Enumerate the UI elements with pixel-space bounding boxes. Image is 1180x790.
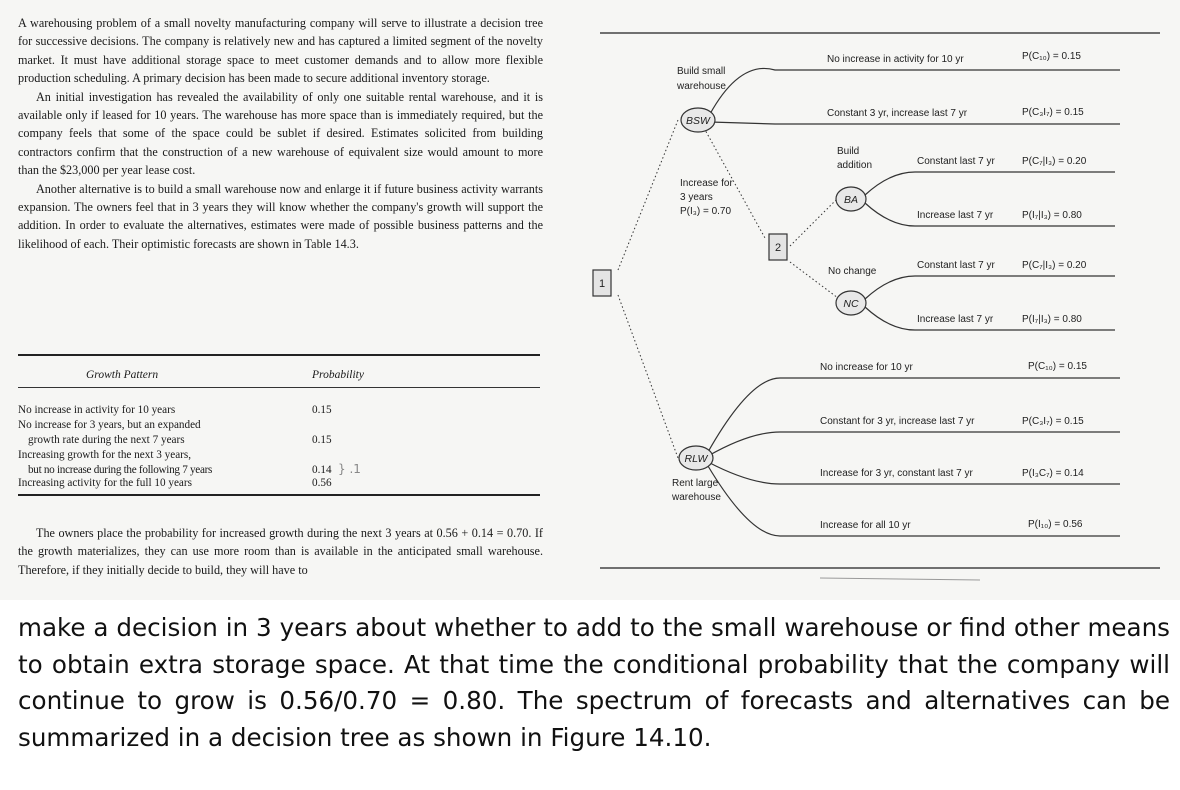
- chance-node-nc-label: NC: [843, 298, 859, 310]
- label-build-addition-2: addition: [837, 160, 873, 171]
- table-cell-prob: 0.15: [312, 404, 332, 416]
- branch-to-rlw: [618, 295, 678, 458]
- figure-scan-line: [820, 578, 980, 580]
- rlw-branch-prob: P(I₁₀) = 0.56: [1028, 519, 1083, 530]
- decision-node-1-label: 1: [598, 278, 606, 290]
- label-build-small-1: Build small: [677, 66, 726, 77]
- ba-branch-label: Increase last 7 yr: [917, 210, 994, 221]
- rlw-branch-prob: P(I₃C₇) = 0.14: [1022, 468, 1084, 479]
- header-growth-pattern: Growth Pattern: [86, 368, 159, 381]
- rlw-branch-line: [708, 378, 1120, 452]
- label-increase-3yr-1: Increase for: [680, 178, 733, 189]
- bsw-branch-prob: P(C₃I₇) = 0.15: [1022, 107, 1084, 118]
- left-column-text: [18, 14, 543, 253]
- paragraph-1: A warehousing problem of a small novelty manufacturing company will serve to illustrate a decision tree for successive decisions. The company is relatively new and has captured a limited segment of the novelty market. It must have additional storage space to meet customer demands and to allow more flexible production scheduling. A primary decision has been made to secure additional inventory storage.: [18, 16, 543, 86]
- label-build-small-2: warehouse: [677, 81, 726, 92]
- paragraph-3: Another alternative is to build a small warehouse now and enlarge it if future business activity warrants expansion. The owners feel that in 3 years they will know whether the company's growth will support the addition. In order to evaluate the alternatives, estimates were made of possible business patterns and the likelihood of each. Their optimistic forecasts are shown in Table 14.3.: [18, 181, 543, 251]
- bottom-paragraph-text: make a decision in 3 years about whether to add to the small warehouse or find other means to obtain extra storage space. At that time the conditional probability that the company will continue to grow is 0.56/0.70 = 0.80. The spectrum of forecasts and alternatives can be summarized in a decision tree as shown in Figure 14.10.: [18, 613, 1170, 752]
- table-row: [18, 448, 540, 463]
- decision-tree-figure: [560, 0, 1180, 600]
- rlw-branch-line: [708, 432, 1120, 456]
- growth-pattern-table: [18, 354, 540, 496]
- table-cell-pattern: Increasing activity for the full 10 years: [18, 477, 192, 489]
- table-body: [18, 388, 540, 491]
- rlw-branch-label: No increase for 10 yr: [820, 362, 913, 373]
- label-rent-large-1: Rent large: [672, 478, 719, 489]
- rlw-branch-prob: P(C₃I₇) = 0.15: [1022, 416, 1084, 427]
- nc-branch-label: Constant last 7 yr: [917, 260, 995, 271]
- table-cell-pattern: No increase in activity for 10 years: [18, 404, 176, 416]
- table-row: [18, 433, 540, 448]
- rlw-branch-label: Increase for 3 yr, constant last 7 yr: [820, 468, 973, 479]
- ba-branch-line: [865, 172, 1115, 195]
- label-no-change: No change: [828, 266, 877, 277]
- table-row: [18, 463, 540, 476]
- ba-branch-prob: P(I₇|I₃) = 0.80: [1022, 210, 1082, 221]
- table-row: [18, 418, 540, 433]
- paragraph-4: The owners place the probability for increased growth during the next 3 years at 0.56 + 0.14 = 0.70. If the growth materializes, they can use more room than is available in the anticipated small warehouse. Therefore, if they initially decide to build, they will have to: [18, 526, 543, 577]
- bsw-branch-label: Constant 3 yr, increase last 7 yr: [827, 108, 968, 119]
- header-probability: Probability: [312, 368, 364, 381]
- bsw-branch-label: No increase in activity for 10 yr: [827, 54, 964, 65]
- nc-branch-prob: P(I₇|I₃) = 0.80: [1022, 314, 1082, 325]
- table-cell-prob: [312, 418, 382, 433]
- nc-branch-prob: P(C₇|I₃) = 0.20: [1022, 260, 1087, 271]
- branch-build-addition: [790, 198, 838, 246]
- branch-to-bsw: [618, 120, 678, 270]
- table-row: [18, 476, 540, 491]
- label-increase-3yr-3: P(I₃) = 0.70: [680, 206, 732, 217]
- chance-node-bsw-label: BSW: [686, 115, 710, 127]
- table-header-row: [18, 356, 540, 385]
- table-cell-pattern: growth rate during the next 7 years: [28, 434, 185, 446]
- table-cell-pattern: Increasing growth for the next 3 years,: [18, 449, 192, 461]
- table-cell-prob: 0.56: [312, 477, 332, 489]
- pencil-annotation: } .1: [338, 462, 361, 476]
- table-cell-pattern: No increase for 3 years, but an expanded: [18, 419, 201, 431]
- decision-node-2-label: 2: [774, 242, 782, 254]
- label-rent-large-2: warehouse: [672, 492, 721, 503]
- chance-node-rlw-label: RLW: [684, 453, 708, 465]
- nc-branch-label: Increase last 7 yr: [917, 314, 994, 325]
- table-cell-prob: [312, 448, 382, 463]
- table-bottom-rule: [18, 494, 540, 496]
- rlw-branch-label: Increase for all 10 yr: [820, 520, 911, 531]
- table-cell-pattern: but no increase during the following 7 years: [28, 464, 213, 476]
- paragraph-2: An initial investigation has revealed the availability of only one suitable rental warehouse, and it is available only if leased for 10 years. The warehouse has more space than is immediately required, but the company feels that some of the space could be sublet if desired. Estimates solicited from building contractors confirm that the construction of a new warehouse of equivalent size would amount to more than the $23,000 per year lease cost.: [18, 89, 543, 178]
- label-increase-3yr-2: 3 years: [680, 192, 713, 203]
- table-cell-prob: 0.14: [312, 464, 332, 476]
- bsw-branch-line: [710, 122, 1120, 124]
- table-cell-prob: 0.15: [312, 434, 332, 446]
- table-row: [18, 403, 540, 418]
- ba-branch-prob: P(C₇|I₃) = 0.20: [1022, 156, 1087, 167]
- left-column-continuation: [18, 524, 543, 579]
- rlw-branch-label: Constant for 3 yr, increase last 7 yr: [820, 416, 975, 427]
- chance-node-ba-label: BA: [843, 194, 859, 206]
- label-build-addition-1: Build: [837, 146, 860, 157]
- bsw-branch-prob: P(C₁₀) = 0.15: [1022, 51, 1081, 62]
- nc-branch-line: [865, 276, 1115, 299]
- ba-branch-label: Constant last 7 yr: [917, 156, 995, 167]
- rlw-branch-prob: P(C₁₀) = 0.15: [1028, 361, 1087, 372]
- bottom-paragraph: [18, 610, 1170, 756]
